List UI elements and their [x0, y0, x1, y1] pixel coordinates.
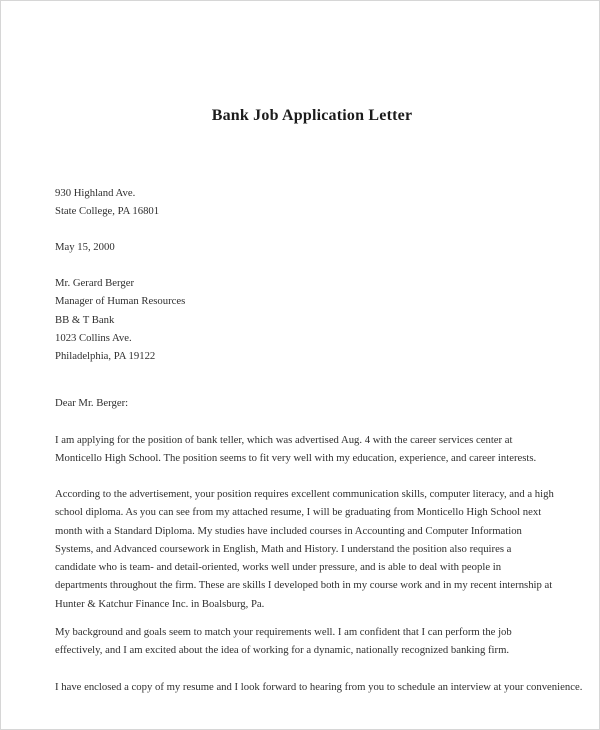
- paragraph-line: month with a Standard Diploma. My studies have included courses in Accounting and Computer Information: [55, 524, 522, 537]
- paragraph-line: departments throughout the firm. These are skills I developed both in my course work and in my recent internship at: [55, 579, 553, 592]
- document-title: Bank Job Application Letter: [211, 107, 413, 124]
- recipient-company: BB & T Bank: [55, 313, 115, 326]
- paragraph-3: [55, 623, 569, 660]
- sender-address-line: State College, PA 16801: [55, 205, 160, 218]
- paragraph-2: [55, 485, 569, 613]
- paragraph-line: Hunter & Katchur Finance Inc. in Boalsburg, Pa.: [55, 597, 265, 610]
- paragraph-line: I have enclosed a copy of my resume and I look forward to hearing from you to schedule an interview at your convenience.: [55, 681, 583, 693]
- salutation-text: Dear Mr. Berger:: [55, 397, 129, 409]
- paragraph-line: Monticello High School. The position seems to fit very well with my education, experience, and career interests.: [55, 452, 537, 465]
- paragraph-1: [55, 431, 569, 468]
- paragraph-line: candidate who is team- and detail-oriented, works well under pressure, and is able to deal with people in: [55, 561, 502, 574]
- salutation: [55, 394, 569, 412]
- recipient-name: Mr. Gerard Berger: [55, 277, 135, 289]
- recipient-city: Philadelphia, PA 19122: [55, 350, 156, 363]
- recipient-title: Manager of Human Resources: [55, 295, 186, 308]
- date-text: May 15, 2000: [55, 241, 115, 253]
- paragraph-line: My background and goals seem to match your requirements well. I am confident that I can perform the job: [55, 626, 512, 638]
- paragraph-line: Systems, and Advanced coursework in English, Math and History. I understand the position also requires a: [55, 542, 512, 555]
- paragraph-line: school diploma. As you can see from my attached resume, I will be graduating from Monticello High School next: [55, 506, 542, 519]
- truncated-bottom-line: [55, 678, 583, 693]
- paragraph-line: effectively, and I am excited about the idea of working for a dynamic, nationally recognized banking firm.: [55, 644, 510, 657]
- paragraph-line: According to the advertisement, your position requires excellent communication skills, computer literacy, and a high: [55, 488, 554, 500]
- recipient-address-block: [55, 274, 569, 365]
- paragraph-line: I am applying for the position of bank teller, which was advertised Aug. 4 with the career services center at: [55, 434, 513, 446]
- letter-date: [55, 238, 569, 256]
- sender-address-line: 930 Highland Ave.: [55, 187, 136, 199]
- recipient-street: 1023 Collins Ave.: [55, 331, 132, 344]
- sender-address-block: [55, 184, 569, 221]
